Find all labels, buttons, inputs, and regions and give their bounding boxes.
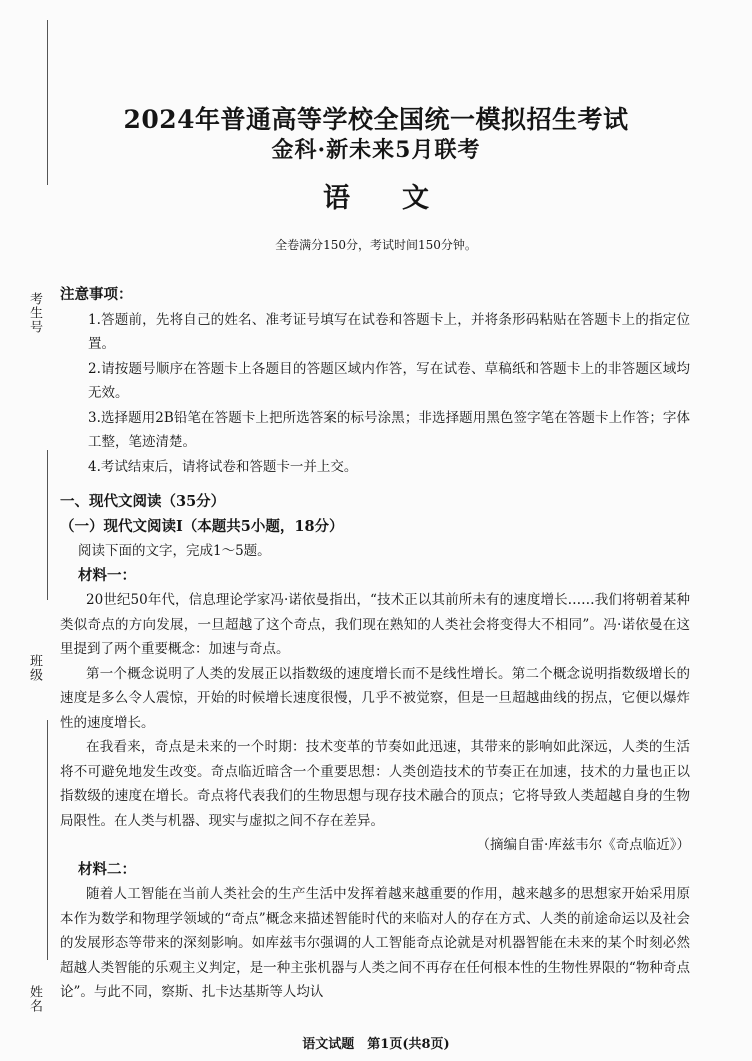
material1-source: （摘编自雷·库兹韦尔《奇点临近》）: [476, 837, 690, 853]
notice-item: 2.请按题号顺序在答题卡上各题目的答题区域内作答，写在试卷、草稿纸和答题卡上的非答题区域均无效。: [88, 360, 690, 401]
margin-rule-bottom: [47, 720, 48, 960]
margin-rule-middle: [47, 450, 48, 600]
material2-label: 材料二：: [78, 860, 136, 878]
side-label-class: 班级: [27, 654, 42, 682]
material1-paragraph: 第一个概念说明了人类的发展正以指数级的速度增长而不是线性增长。第二个概念说明指数级增长的速度是多么令人震惊，开始的时候增长速度很慢，几乎不被觉察，但是一旦超越曲线的拐点，它便以爆炸性的速度增长。: [60, 665, 690, 731]
subject-title: 语文: [323, 183, 481, 214]
notice-heading: 注意事项：: [60, 286, 133, 303]
material2-paragraph: 随着人工智能在当前人类社会的生产生活中发挥着越来越重要的作用，越来越多的思想家开始采用原本作为数学和物理学领域的“奇点”概念来描述智能时代的来临对人的存在方式、人类的前途命运以及社会的发展形态等带来的深刻影响。如库兹韦尔强调的人工智能奇点论就是对机器智能在未来的某个时刻必然超越人类智能的乐观主义判定，是一种主张机器与人类之间不再存在任何根本性的生物性界限的“物种奇点论”。与此不同，察斯、扎卡达基斯等人均认: [60, 886, 690, 1000]
exam-subtitle: 金科·新未来5月联考: [271, 137, 481, 163]
exam-title: 2024年普通高等学校全国统一模拟招生考试: [123, 105, 629, 134]
notice-block: [60, 283, 690, 479]
section-heading: 一、现代文阅读（35分）: [60, 493, 226, 510]
side-label-exam-id: 考生号: [27, 292, 42, 334]
exam-info: 全卷满分150分，考试时间150分钟。: [275, 238, 477, 252]
material1-paragraph: 在我看来，奇点是未来的一个时期：技术变革的节奏如此迅速，其带来的影响如此深远，人类的生活将不可避免地发生改变。奇点临近暗含一个重要思想：人类创造技术的节奏正在加速，技术的力量也正以指数级的速度在增长。奇点将代表我们的生物思想与现存技术融合的顶点；它将导致人类超越自身的生物局限性。在人类与机器、现实与虚拟之间不存在差异。: [60, 739, 690, 829]
side-label-name: 姓名: [27, 985, 42, 1013]
notice-item: 3.选择题用2B铅笔在答题卡上把所选答案的标号涂黑；非选择题用黑色签字笔在答题卡上作答；字体工整，笔迹清楚。: [88, 409, 690, 450]
notice-list: [70, 308, 690, 480]
page-footer: 语文试题 第1页(共8页): [302, 1037, 450, 1052]
section-instruction: 阅读下面的文字，完成1～5题。: [78, 543, 271, 559]
notice-item: 4.考试结束后，请将试卷和答题卡一并上交。: [88, 458, 358, 475]
reading-section: [60, 490, 690, 1005]
material1-label: 材料一：: [78, 566, 136, 584]
section-subheading: （一）现代文阅读Ⅰ（本题共5小题，18分）: [60, 517, 344, 535]
notice-item: 1.答题前，先将自己的姓名、准考证号填写在试卷和答题卡上，并将条形码粘贴在答题卡上的指定位置。: [88, 311, 690, 352]
material1-paragraph: 20世纪50年代，信息理论学家冯·诺依曼指出，“技术正以其前所未有的速度增长……我们将朝着某种类似奇点的方向发展，一旦超越了这个奇点，我们现在熟知的人类社会将变得大不相同”。冯·诺依曼在这里提到了两个重要概念：加速与奇点。: [60, 592, 690, 657]
